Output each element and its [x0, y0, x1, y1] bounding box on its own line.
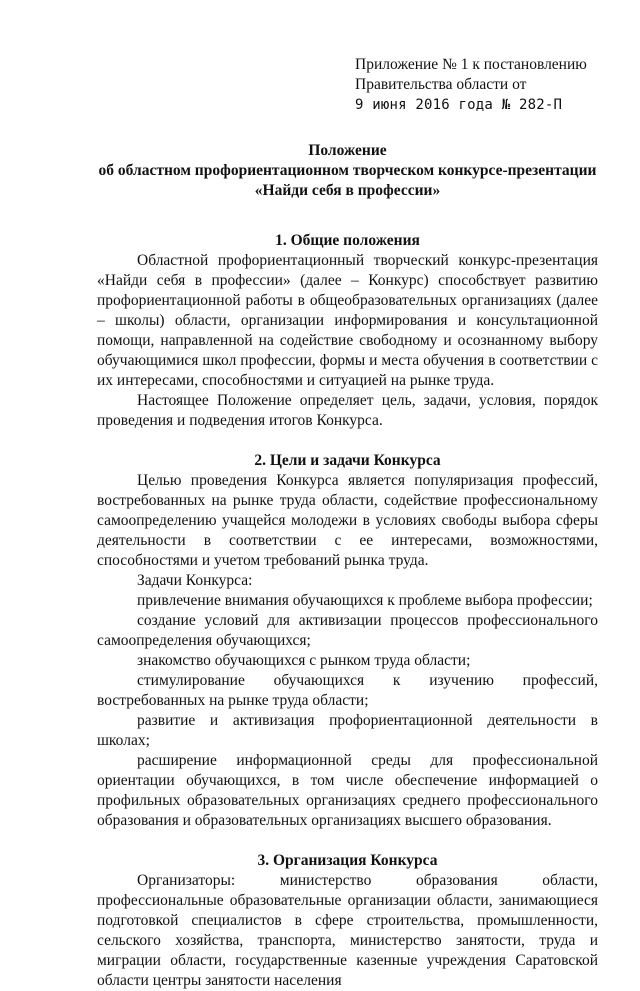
title-line-2: об областном профориентационном творческом конкурсе-презентации [98, 162, 597, 179]
document-body [97, 141, 598, 991]
task-item: знакомство обучающихся с рынком труда области; [137, 652, 471, 669]
task-item: создание условий для активизации процессов профессионального самоопределения обучающихся; [97, 612, 598, 649]
task-item: привлечение внимания обучающихся к проблеме выбора профессии; [137, 592, 593, 609]
section-2-tasks-label: Задачи Конкурса: [137, 572, 253, 589]
section-3-heading: 3. Организация Конкурса [257, 852, 438, 869]
title-line-3: «Найди себя в профессии» [254, 182, 441, 199]
section-2-paragraph-1: Целью проведения Конкурса является популяризация профессий, востребованных на рынке труда области, содействие профессиональному самоопределению учащейся молодежи в условиях свободы выбора сферы деятельности в соответствии с ее интересами, возможностями, способностями и учетом требований рынка труда. [97, 472, 598, 569]
appendix-note [355, 55, 625, 115]
title-line-1: Положение [308, 142, 387, 159]
document-title [97, 141, 598, 201]
section-1-heading: 1. Общие положения [275, 232, 420, 249]
section-1-paragraph-1: Областной профориентационный творческий конкурс-презентация «Найди себя в профессии» (далее – Конкурс) способствует развитию профориентационной работы в общеобразовательных организациях (далее – школы) области, организации информирования и консультационной помощи, направленной на содействие свободному и осознанному выбору обучающимися школ профессии, формы и места обучения в соответствии с их интересами, способностями и ситуацией на рынке труда. [97, 252, 598, 389]
appendix-date-line: 9 июня 2016 года № 282-П [355, 97, 563, 113]
appendix-line-2: Правительства области от [355, 76, 527, 93]
task-item: развитие и активизация профориентационной деятельности в школах; [97, 712, 598, 749]
task-item: стимулирование обучающихся к изучению профессий, востребованных на рынке труда области; [97, 672, 598, 709]
section-2-heading: 2. Цели и задачи Конкурса [254, 452, 441, 469]
appendix-line-1: Приложение № 1 к постановлению [355, 56, 587, 73]
section-1-paragraph-2: Настоящее Положение определяет цель, задачи, условия, порядок проведения и подведения итогов Конкурса. [97, 392, 598, 429]
section-3-paragraph-1: Организаторы: министерство образования области, профессиональные образовательные организации области, занимающиеся подготовкой специалистов в сфере строительства, промышленности, сельского хозяйства, транспорта, министерство занятости, труда и миграции области, государственные казенные учреждения Саратовской области центры занятости населения [97, 872, 598, 989]
task-item: расширение информационной среды для профессиональной ориентации обучающихся, в том числе обеспечение информацией о профильных образовательных организациях среднего профессионального образования и образовательных организациях высшего образования. [97, 752, 598, 829]
